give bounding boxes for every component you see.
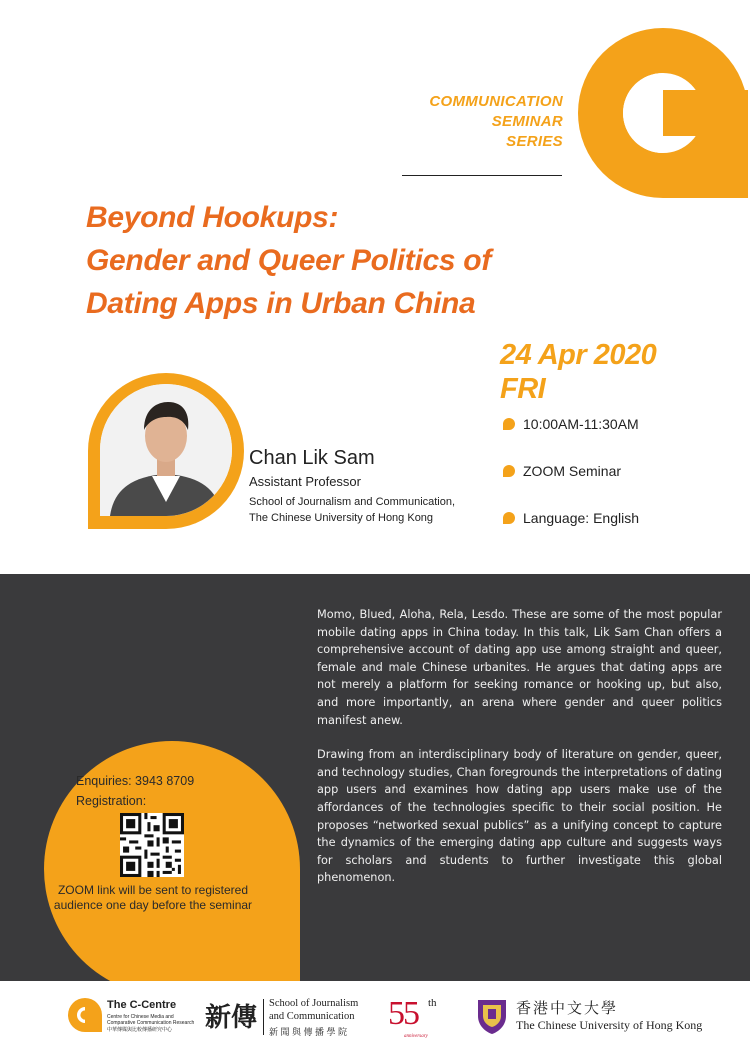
seminar-title	[86, 196, 646, 325]
series-line-3: SERIES	[506, 133, 563, 150]
zoom-link-note: ZOOM link will be sent to registered audience one day before the seminar	[53, 883, 253, 912]
abstract-text	[317, 606, 722, 887]
speaker-role: Assistant Professor	[249, 474, 361, 489]
anniversary-number: 55	[388, 995, 418, 1032]
anniversary-word: anniversary	[404, 1034, 428, 1039]
title-line-3: Dating Apps in Urban China	[86, 287, 476, 320]
bullet-icon	[503, 465, 515, 477]
event-language: Language: English	[523, 510, 639, 526]
cuhk-english-name: The Chinese University of Hong Kong	[516, 1018, 703, 1032]
event-date-day: 24 Apr 2020	[500, 339, 657, 371]
event-venue-row	[503, 463, 621, 479]
event-date	[500, 338, 656, 406]
ccentre-name: The C-Centre	[107, 999, 177, 1011]
series-line-2: SEMINAR	[491, 113, 563, 130]
abstract-paragraph-2: Drawing from an interdisciplinary body of literature on gender, queer, and technology studies, Chan foregrounds the interpretations of dating app users and examines how dating app users make use of the affordances of the technologies specific to their social position. He proposes “networked sexual publics” as a unifying concept to capture the dynamics of the emerging dating app culture and suggests ways for scholars and students to further investigate this global phenomenon.	[317, 748, 722, 885]
c-centre-logo-icon	[578, 28, 748, 198]
anniversary-suffix: th	[428, 997, 437, 1009]
registration-label: Registration:	[76, 794, 147, 808]
event-time: 10:00AM-11:30AM	[523, 416, 639, 432]
speaker-affiliation-line-2: The Chinese University of Hong Kong	[249, 512, 434, 524]
sjc-chinese-logo: 新傳	[205, 1003, 258, 1033]
sjc-line-1: School of Journalism	[269, 998, 359, 1009]
series-line-1: COMMUNICATION	[429, 93, 563, 110]
seminar-series-label	[429, 92, 563, 152]
cuhk-crest-icon	[474, 996, 510, 1036]
event-language-row	[503, 510, 639, 526]
sjc-line-3: 新 聞 與 傳 播 學 院	[269, 1027, 348, 1037]
abstract-paragraph-1: Momo, Blued, Aloha, Rela, Lesdo. These are some of the most popular mobile dating apps in China today. In this talk, Lik Sam Chan offers a comprehensive account of dating app use among straight and queer, female and male Chinese urbanites. He argues that dating apps are not merely a platform for seeking romance or hooking up, but also, and more importantly, an arena where gender and queer politics manifest anew.	[317, 608, 722, 727]
enquiries-phone: Enquiries: 3943 8709	[76, 774, 195, 788]
event-weekday: FRI	[500, 373, 546, 405]
ccentre-sub-1: Centre for Chinese Media and	[107, 1014, 174, 1020]
ccentre-sub-3: 中華傳媒與比較傳播研究中心	[107, 1027, 173, 1033]
event-time-row	[503, 416, 639, 432]
cuhk-chinese-name: 香港中文大學	[516, 999, 619, 1017]
footer-logos	[0, 981, 750, 1061]
event-venue: ZOOM Seminar	[523, 463, 622, 479]
registration-qr-code[interactable]	[120, 813, 184, 877]
title-line-1: Beyond Hookups:	[86, 201, 339, 234]
speaker-affiliation-line-1: School of Journalism and Communication,	[249, 496, 456, 508]
series-divider	[402, 175, 562, 176]
person-portrait-icon	[100, 384, 232, 516]
speaker-photo	[100, 384, 232, 516]
ccentre-sub-2: Comparative Communication Research	[107, 1020, 195, 1026]
bullet-icon	[503, 512, 515, 524]
sjc-line-2: and Communication	[269, 1011, 355, 1022]
bullet-icon	[503, 418, 515, 430]
sjc-divider	[263, 999, 264, 1035]
title-line-2: Gender and Queer Politics of	[86, 244, 492, 277]
c-centre-small-logo-icon	[68, 998, 102, 1032]
speaker-name: Chan Lik Sam	[249, 447, 375, 469]
